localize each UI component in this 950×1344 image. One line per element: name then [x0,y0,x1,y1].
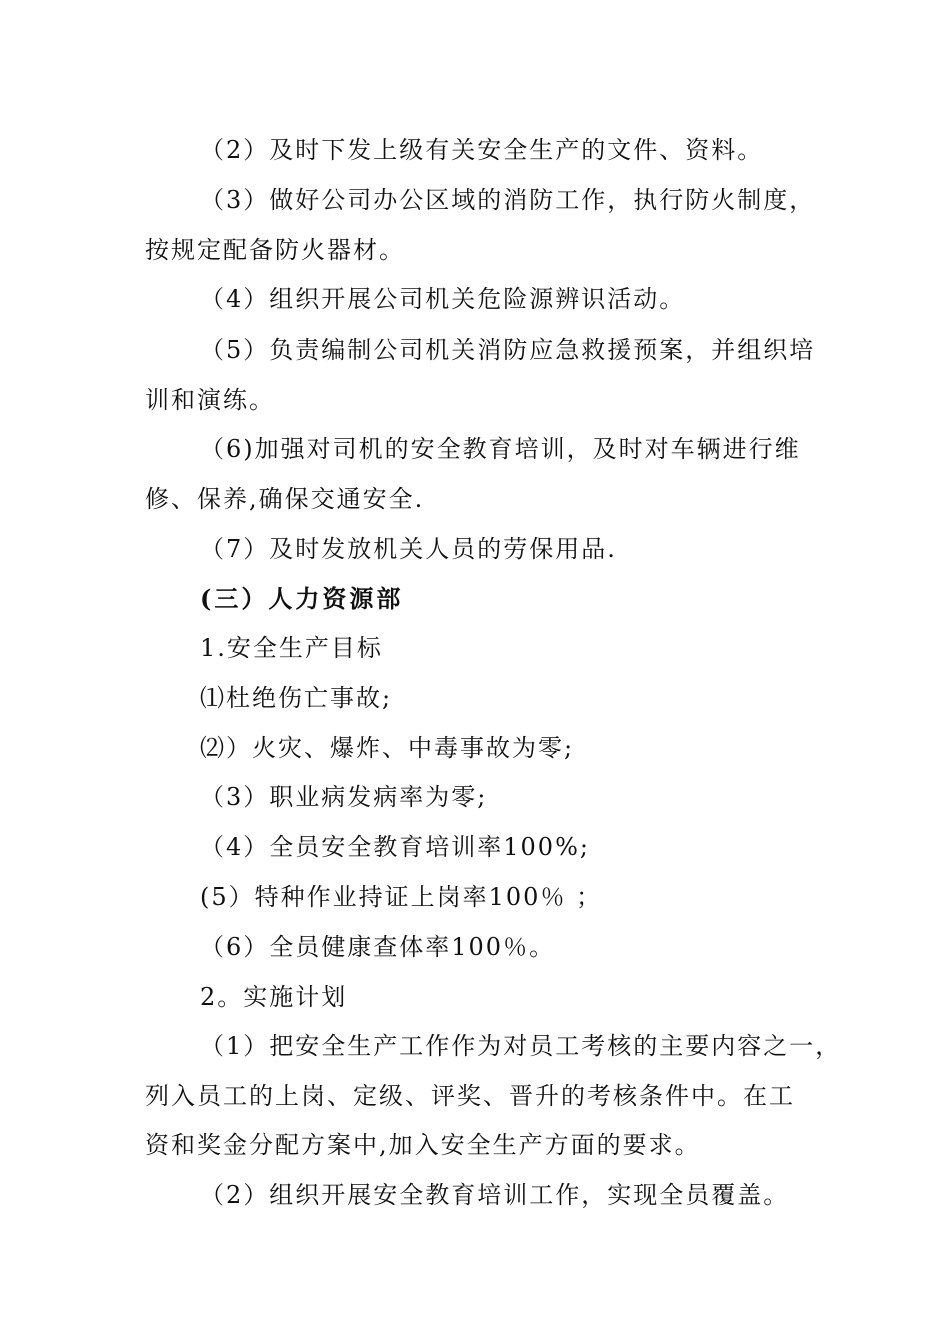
paragraph-line: 训和演练。 [145,386,275,414]
paragraph-line: （3）做好公司办公区域的消防工作，执行防火制度， [200,186,816,214]
paragraph-line: 资和奖金分配方案中,加入安全生产方面的要求。 [145,1131,701,1159]
paragraph-line: 列入员工的上岗、定级、评奖、晋升的考核条件中。在工 [145,1082,795,1110]
paragraph-line: （3）职业病发病率为零; [200,783,488,811]
subheading-line: 2。实施计划 [200,983,348,1011]
paragraph-line: （2）组织开展安全教育培训工作，实现全员覆盖。 [200,1181,790,1209]
paragraph-line: ⑵）火灾、爆炸、中毒事故为零; [200,734,575,762]
section-heading: (三）人力资源部 [200,584,404,613]
paragraph-line: 修、保养,确保交通安全. [145,485,425,513]
paragraph-line: (5）特种作业持证上岗率100％ ； [200,883,603,911]
paragraph-line: 按规定配备防火器材。 [145,236,405,264]
paragraph-line: （6）全员健康查体率100％。 [200,933,556,961]
paragraph-line: （1）把安全生产工作作为对员工考核的主要内容之一， [200,1032,842,1060]
paragraph-line: （5）负责编制公司机关消防应急救援预案，并组织培 [200,336,816,364]
paragraph-line: （2）及时下发上级有关安全生产的文件、资料。 [200,136,764,164]
paragraph-line: （6)加强对司机的安全教育培训，及时对车辆进行维 [200,435,801,463]
subheading-line: 1.安全生产目标 [200,634,383,662]
paragraph-line: ⑴杜绝伤亡事故; [200,684,393,712]
paragraph-line: （4）组织开展公司机关危险源辨识活动。 [200,285,686,313]
paragraph-line: （7）及时发放机关人员的劳保用品. [200,535,617,563]
paragraph-line: （4）全员安全教育培训率100%; [200,833,590,861]
